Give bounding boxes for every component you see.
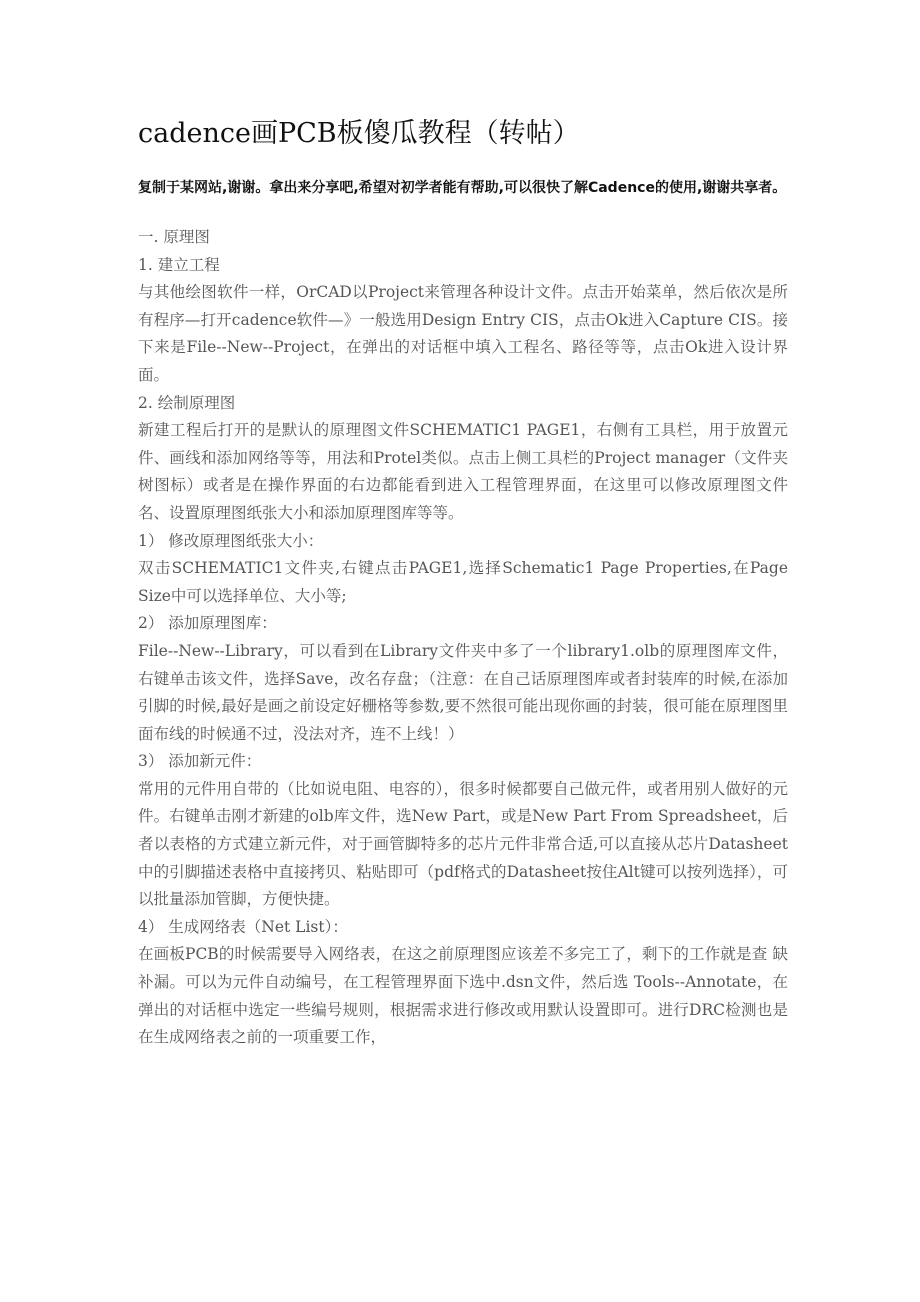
paragraph-page-size: 双击SCHEMATIC1文件夹,右键点击PAGE1,选择Schematic1 Page Properties,在Page Size中可以选择单位、大小等; bbox=[138, 559, 788, 605]
subsection-heading-create-project: 1. 建立工程 bbox=[138, 255, 220, 274]
subsection-heading-draw-schematic: 2. 绘制原理图 bbox=[138, 393, 236, 412]
paragraph-add-part: 常用的元件用自带的（比如说电阻、电容的），很多时候都要自己做元件，或者用别人做好的元件。右键单击刚才新建的olb库文件，选New Part，或是New Part From Spreadsheet，后者以表格的方式建立新元件，对于画管脚特多的芯片元件非常合适,可以直接从芯片Datasheet中的引脚描述表格中直接拷贝、粘贴即可（pdf格式的Datasheet按住Alt键可以按列选择），可以批量添加管脚，方便快捷。 bbox=[138, 779, 788, 909]
intro-paragraph: 复制于某网站,谢谢。拿出来分享吧,希望对初学者能有帮助,可以很快了解Cadence的使用,谢谢共享者。 bbox=[138, 180, 787, 196]
paragraph-create-project: 与其他绘图软件一样，OrCAD以Project来管理各种设计文件。点击开始菜单，然后依次是所有程序—打开cadence软件—》一般选用Design Entry CIS，点击Ok进入Capture CIS。接下来是File--New--Project，在弹出的对话框中填入工程名、路径等等，点击Ok进入设计界面。 bbox=[138, 283, 788, 384]
step-heading-netlist: 4） 生成网络表（Net List）： bbox=[138, 917, 348, 936]
document-title: cadence画PCB板傻瓜教程（转帖） bbox=[138, 118, 580, 149]
paragraph-add-library: File--New--Library，可以看到在Library文件夹中多了一个library1.olb的原理图库文件，右键单击该文件，选择Save，改名存盘；（注意：在自己话原理图库或者封装库的时候,在添加引脚的时候,最好是画之前设定好栅格等参数,要不然很可能出现你画的封装，很可能在原理图里面布线的时候通不过，没法对齐，连不上线！） bbox=[138, 641, 788, 743]
step-heading-add-part: 3） 添加新元件： bbox=[138, 752, 262, 771]
document-body bbox=[138, 224, 788, 1052]
step-heading-add-library: 2） 添加原理图库： bbox=[138, 614, 277, 633]
section-heading-schematic: 一. 原理图 bbox=[138, 228, 210, 246]
step-heading-page-size: 1） 修改原理图纸张大小： bbox=[138, 531, 324, 550]
document-page bbox=[138, 114, 788, 1052]
paragraph-draw-schematic: 新建工程后打开的是默认的原理图文件SCHEMATIC1 PAGE1，右侧有工具栏，用于放置元件、画线和添加网络等等，用法和Protel类似。点击上侧工具栏的Project manager（文件夹树图标）或者是在操作界面的右边都能看到进入工程管理界面，在这里可以修改原理图文件名、设置原理图纸张大小和添加原理图库等等。 bbox=[138, 421, 788, 522]
paragraph-netlist: 在画板PCB的时候需要导入网络表，在这之前原理图应该差不多完工了，剩下的工作就是查 缺补漏。可以为元件自动编号，在工程管理界面下选中.dsn文件，然后选 Tools--Annotate，在弹出的对话框中选定一些编号规则，根据需求进行修改或用默认设置即可。进行DRC检测也是在生成网络表之前的一项重要工作， bbox=[138, 945, 788, 1047]
